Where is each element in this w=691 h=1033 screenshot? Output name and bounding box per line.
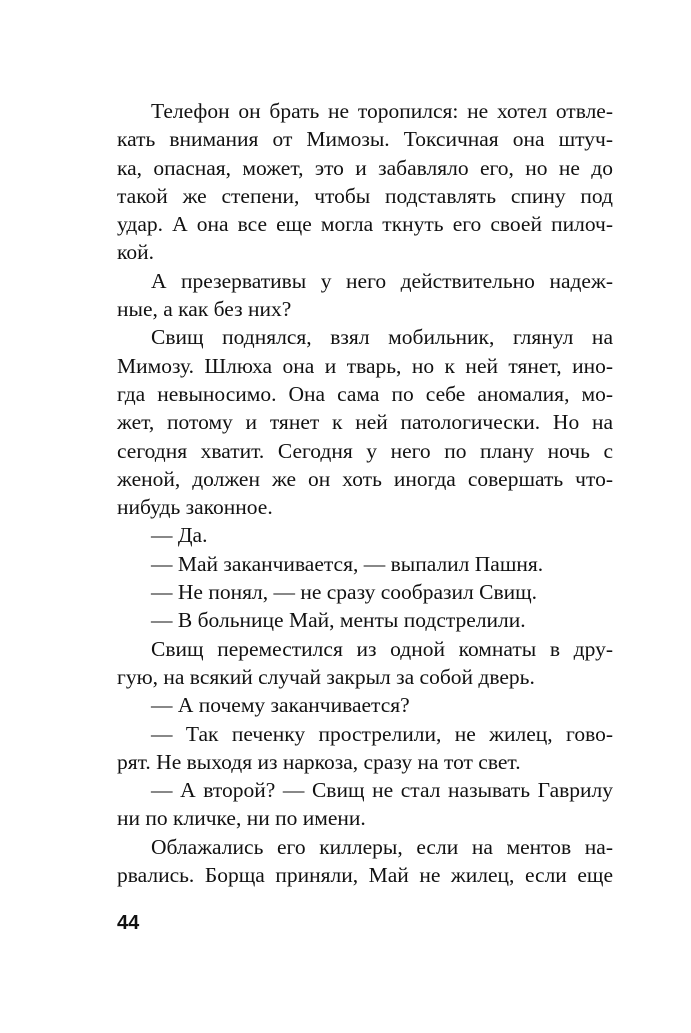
text-line: ные, а как без них? xyxy=(117,297,292,322)
text-line: Свищ переместился из одной комнаты в дру- xyxy=(151,636,613,661)
text-line: — Да. xyxy=(151,523,208,548)
text-line: А презервативы у него действительно надеж- xyxy=(151,268,613,293)
text-line: Телефон он брать не торопился: не хотел отвле- xyxy=(151,99,613,123)
text-line: — Май заканчивается, — выпалил Пашня. xyxy=(151,551,544,576)
text-line: рят. Не выходя из наркоза, сразу на тот свет. xyxy=(117,749,521,774)
text-line: женой, должен же он хоть иногда совершать что- xyxy=(117,466,613,491)
text-line: — Не понял, — не сразу сообразил Свищ. xyxy=(151,580,538,605)
page-number: 44 xyxy=(117,912,140,934)
text-line: — Так печенку прострелили, не жилец, гово- xyxy=(151,721,613,746)
text-line: — А второй? — Свищ не стал называть Гаврилу xyxy=(151,778,613,803)
text-line: гую, на всякий случай закрыл за собой дверь. xyxy=(117,664,535,689)
text-line: Облажались его киллеры, если на ментов на- xyxy=(151,834,613,859)
body-text xyxy=(117,97,613,889)
text-line: кой. xyxy=(117,240,154,265)
text-line: кать внимания от Мимозы. Токсичная она штуч- xyxy=(117,127,613,152)
text-line: ка, опасная, может, это и забавляло его, но не до xyxy=(117,155,613,180)
text-line: Мимозу. Шлюха она и тварь, но к ней тянет, ино- xyxy=(117,353,613,378)
text-line: удар. А она все еще могла ткнуть его своей пилоч- xyxy=(117,212,613,237)
text-line: гда невыносимо. Она сама по себе аномалия, мо- xyxy=(117,381,613,406)
text-line: рвались. Борща приняли, Май не жилец, если еще xyxy=(117,863,613,888)
text-line: Свищ поднялся, взял мобильник, глянул на xyxy=(151,325,613,350)
text-line: ни по кличке, ни по имени. xyxy=(117,806,366,831)
text-line: такой же степени, чтобы подставлять спину под xyxy=(117,183,613,208)
text-line: — В больнице Май, менты подстрелили. xyxy=(151,608,526,633)
text-line: сегодня хватит. Сегодня у него по плану ночь с xyxy=(117,438,613,463)
text-line: жет, потому и тянет к ней патологически. Но на xyxy=(117,410,613,435)
text-line: — А почему заканчивается? xyxy=(151,693,410,718)
text-line: нибудь законное. xyxy=(117,495,273,520)
